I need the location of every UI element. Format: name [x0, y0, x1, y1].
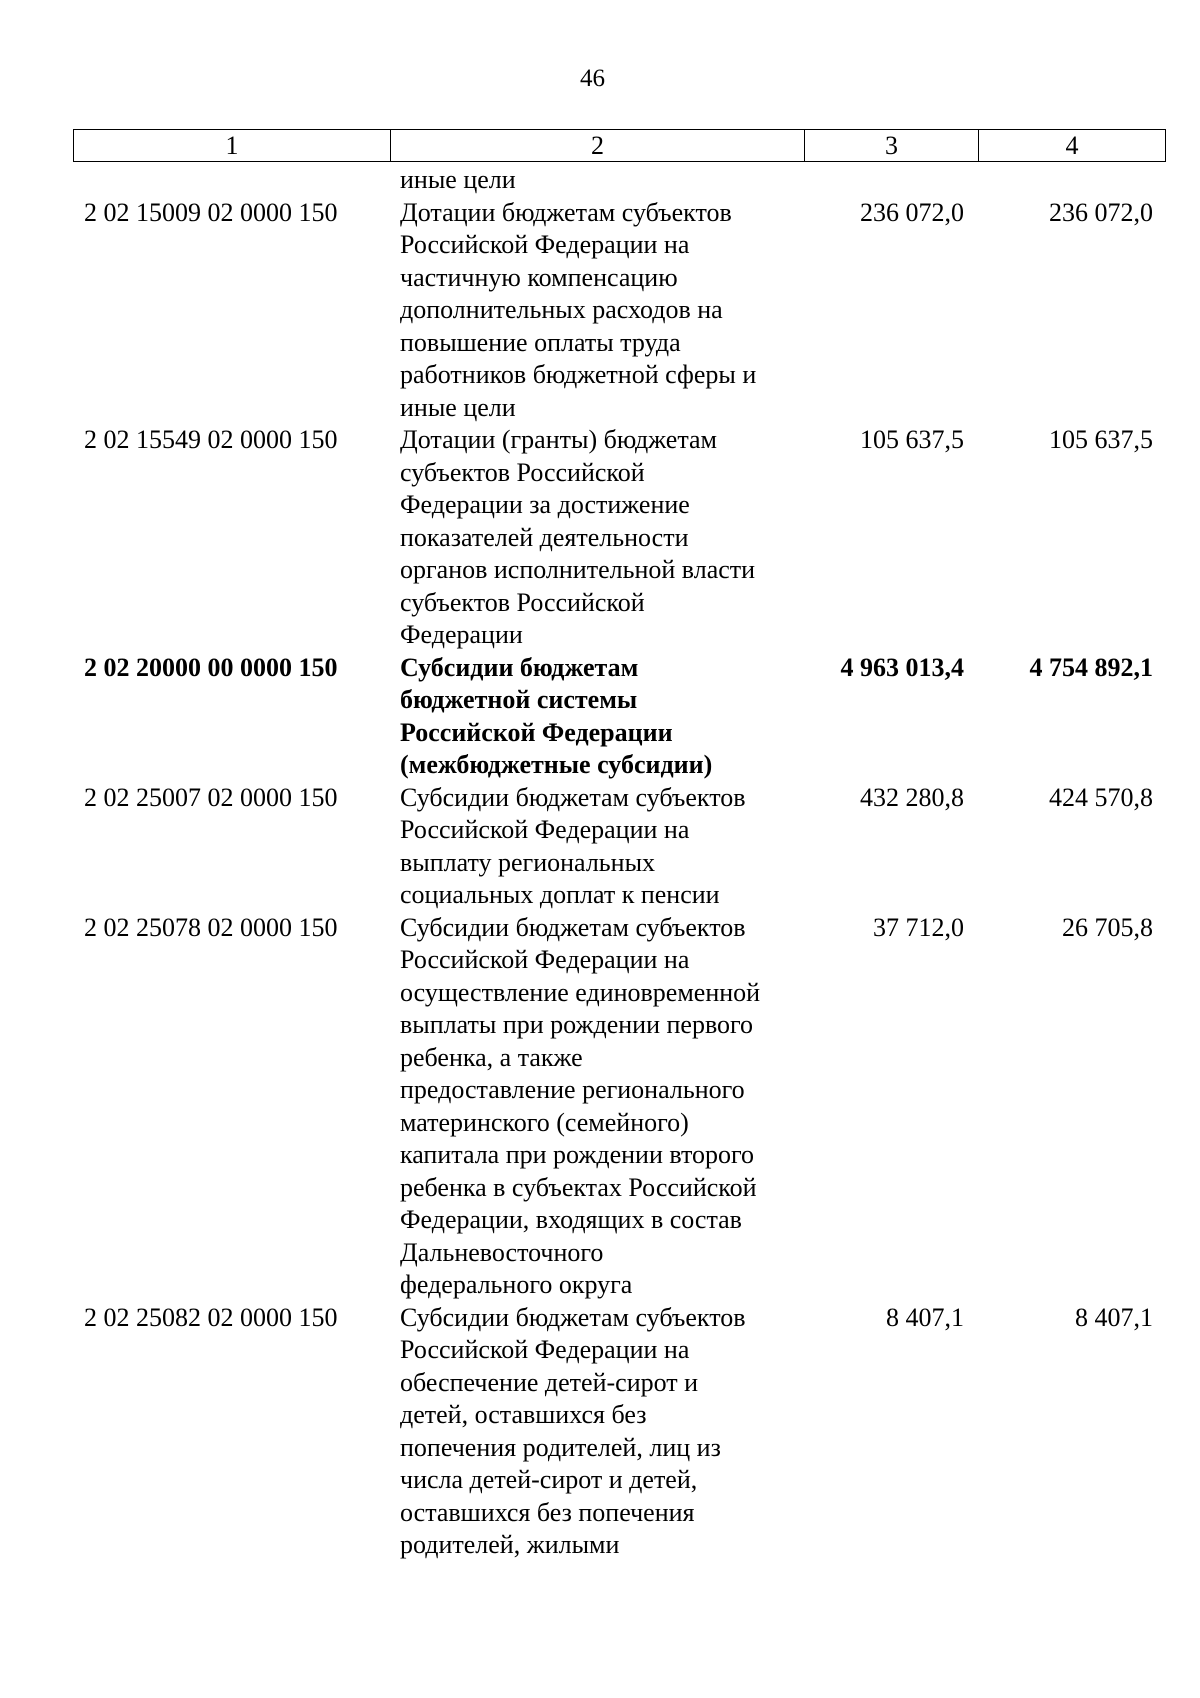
row-name-line: капитала при рождении второго: [400, 1140, 755, 1169]
row-name-line: Субсидии бюджетам субъектов: [400, 1302, 746, 1332]
table-row: [73, 782, 1165, 912]
row-code: 2 02 25078 02 0000 150: [84, 912, 338, 942]
row-name-line: осуществление единовременной: [400, 977, 761, 1007]
row-name-line: дополнительных расходов на: [400, 295, 723, 324]
table-body: [73, 164, 1165, 1562]
row-name-line: частичную компенсацию: [400, 262, 678, 292]
row-name: [389, 782, 802, 912]
row-name-line: Субсидии бюджетам субъектов: [400, 912, 746, 942]
row-code: 2 02 15549 02 0000 150: [84, 425, 338, 454]
header-col-3: 3: [805, 130, 979, 162]
row-value-col3: 236 072,0: [860, 197, 964, 227]
header-col-4: 4: [979, 130, 1166, 162]
row-name-line: Федерации за достижение: [400, 490, 690, 519]
row-name-line: социальных доплат к пенсии: [400, 880, 720, 909]
row-name-line: Российской Федерации на: [400, 945, 690, 974]
row-value-col4: 424 570,8: [1049, 782, 1153, 812]
row-name: [389, 652, 802, 782]
table-row: [73, 1302, 1165, 1562]
row-code: 2 02 25007 02 0000 150: [84, 782, 338, 812]
row-name-line: Субсидии бюджетам: [400, 652, 639, 682]
row-name-line: Дотации бюджетам субъектов: [400, 197, 732, 227]
row-name-line: органов исполнительной власти: [400, 555, 756, 584]
row-name: [389, 424, 802, 652]
row-name-line: Российской Федерации на: [400, 230, 690, 259]
row-name-line: Федерации, входящих в состав: [400, 1205, 742, 1234]
row-code: [73, 164, 389, 197]
table-row: [73, 197, 1165, 425]
table-row: [73, 652, 1165, 782]
row-name-line: Дотации (гранты) бюджетам: [400, 425, 718, 454]
row-name: [389, 1302, 802, 1562]
row-value-col3: 432 280,8: [860, 782, 964, 812]
row-code: 2 02 15009 02 0000 150: [84, 197, 338, 227]
row-value-col4: 4 754 892,1: [1029, 652, 1153, 682]
row-value-col4: [975, 164, 1165, 197]
row-name: [389, 912, 802, 1302]
table-row: [73, 424, 1165, 652]
row-name-line: федерального округа: [400, 1270, 633, 1299]
row-value-col3: 37 712,0: [873, 912, 964, 942]
row-name-line: предоставление регионального: [400, 1075, 745, 1104]
row-value-col3: [802, 164, 975, 197]
row-name-line: родителей, жилыми: [400, 1530, 620, 1559]
table-header: [73, 129, 1166, 162]
row-name-line: выплаты при рождении первого: [400, 1010, 754, 1039]
row-code: 2 02 20000 00 0000 150: [84, 652, 338, 682]
row-value-col3: 8 407,1: [886, 1302, 964, 1332]
table-row: [73, 164, 1165, 197]
row-name-line: субъектов Российской: [400, 457, 645, 487]
row-name-line: Российской Федерации на: [400, 815, 690, 844]
row-name-line: Федерации: [400, 620, 523, 649]
table-header-row: [74, 130, 1166, 162]
row-name-line: повышение оплаты труда: [400, 327, 681, 357]
row-name: [389, 164, 802, 197]
row-name-line: субъектов Российской: [400, 587, 645, 617]
row-name-line: бюджетной системы: [400, 685, 638, 714]
row-name-line: Субсидии бюджетам субъектов: [400, 782, 746, 812]
row-name-line: иные цели: [400, 165, 516, 194]
row-value-col4: 236 072,0: [1049, 197, 1153, 227]
row-name: [389, 197, 802, 425]
row-name-line: Дальневосточного: [400, 1237, 604, 1267]
table-row: [73, 912, 1165, 1302]
row-name-line: материнского (семейного): [400, 1107, 689, 1137]
row-name-line: показателей деятельности: [400, 522, 689, 552]
row-name-line: обеспечение детей-сирот и: [400, 1367, 699, 1397]
row-name-line: работников бюджетной сферы и: [400, 360, 757, 389]
row-name-line: ребенка в субъектах Российской: [400, 1172, 757, 1202]
page-number: 46: [580, 65, 605, 92]
row-value-col4: 8 407,1: [1075, 1302, 1153, 1332]
row-name-line: иные цели: [400, 392, 516, 422]
row-name-line: (межбюджетные субсидии): [400, 750, 713, 779]
row-value-col4: 26 705,8: [1062, 912, 1153, 942]
row-name-line: оставшихся без попечения: [400, 1497, 695, 1527]
row-name-line: детей, оставшихся без: [400, 1400, 647, 1429]
row-value-col4: 105 637,5: [1049, 425, 1153, 454]
row-name-line: попечения родителей, лиц из: [400, 1432, 721, 1462]
header-col-1: 1: [74, 130, 391, 162]
row-name-line: Российской Федерации: [400, 717, 673, 747]
row-value-col3: 105 637,5: [860, 425, 964, 454]
header-col-2: 2: [391, 130, 805, 162]
row-name-line: числа детей-сирот и детей,: [400, 1465, 698, 1494]
row-value-col3: 4 963 013,4: [840, 652, 964, 682]
row-name-line: Российской Федерации на: [400, 1335, 690, 1364]
row-code: 2 02 25082 02 0000 150: [84, 1302, 338, 1332]
row-name-line: ребенка, а также: [400, 1042, 583, 1072]
row-name-line: выплату региональных: [400, 847, 656, 877]
